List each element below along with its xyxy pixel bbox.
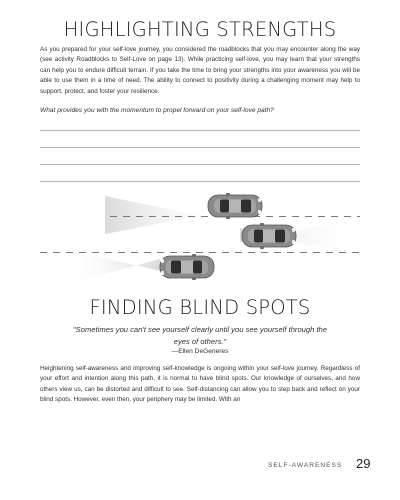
car-icon — [160, 254, 214, 280]
footer-section-label: SELF-AWARENESS — [268, 462, 343, 469]
section-intro-paragraph: As you prepared for your self-love journey, you considered the roadblocks that you may encounter along the way (see activity Roadblocks to Self-Love on page 13). While practicing self-love, you may learn that your strengths can help you to endure difficult terrain. If you take the time to bring your strengths into your awareness you will be able to use them in a time of need. The ability to connect to positivity during a challenging moment may help to support, protect, and foster your resilience. — [40, 46, 360, 95]
car-icon — [208, 193, 262, 219]
section-title-finding-blind-spots: FINDING BLIND SPOTS — [89, 296, 311, 319]
journal-prompt: What provides you with the momentum to propel forward on your self-love path? — [40, 107, 274, 114]
quote-attribution: —Ellen DeGeneres — [171, 348, 229, 355]
writing-line[interactable] — [40, 181, 360, 182]
writing-line[interactable] — [40, 164, 360, 165]
blind-spot-beam — [60, 248, 160, 286]
page-number: 29 — [356, 456, 371, 471]
car-icon — [242, 223, 296, 249]
writing-line[interactable] — [40, 130, 360, 131]
section-body-paragraph: Heightening self-awareness and improving self-knowledge is ongoing within your self-love journey. Regardless of your effort and intention along this path, it is normal to have blind spots. Our knowledge of ourselves, and how others view us, can be distorted and difficult to see. Self-distancing can allow you to step back and reflect on your blind spots. However, even then, your periphery may be limited. With an — [40, 365, 360, 404]
section-title-highlighting-strengths: HIGHLIGHTING STRENGTHS — [63, 18, 337, 41]
writing-line[interactable] — [40, 147, 360, 148]
epigraph-quote: "Sometimes you can't see yourself clearly until you see yourself through the eyes of others." — [72, 325, 328, 346]
cars-blind-spot-illustration — [40, 186, 360, 286]
